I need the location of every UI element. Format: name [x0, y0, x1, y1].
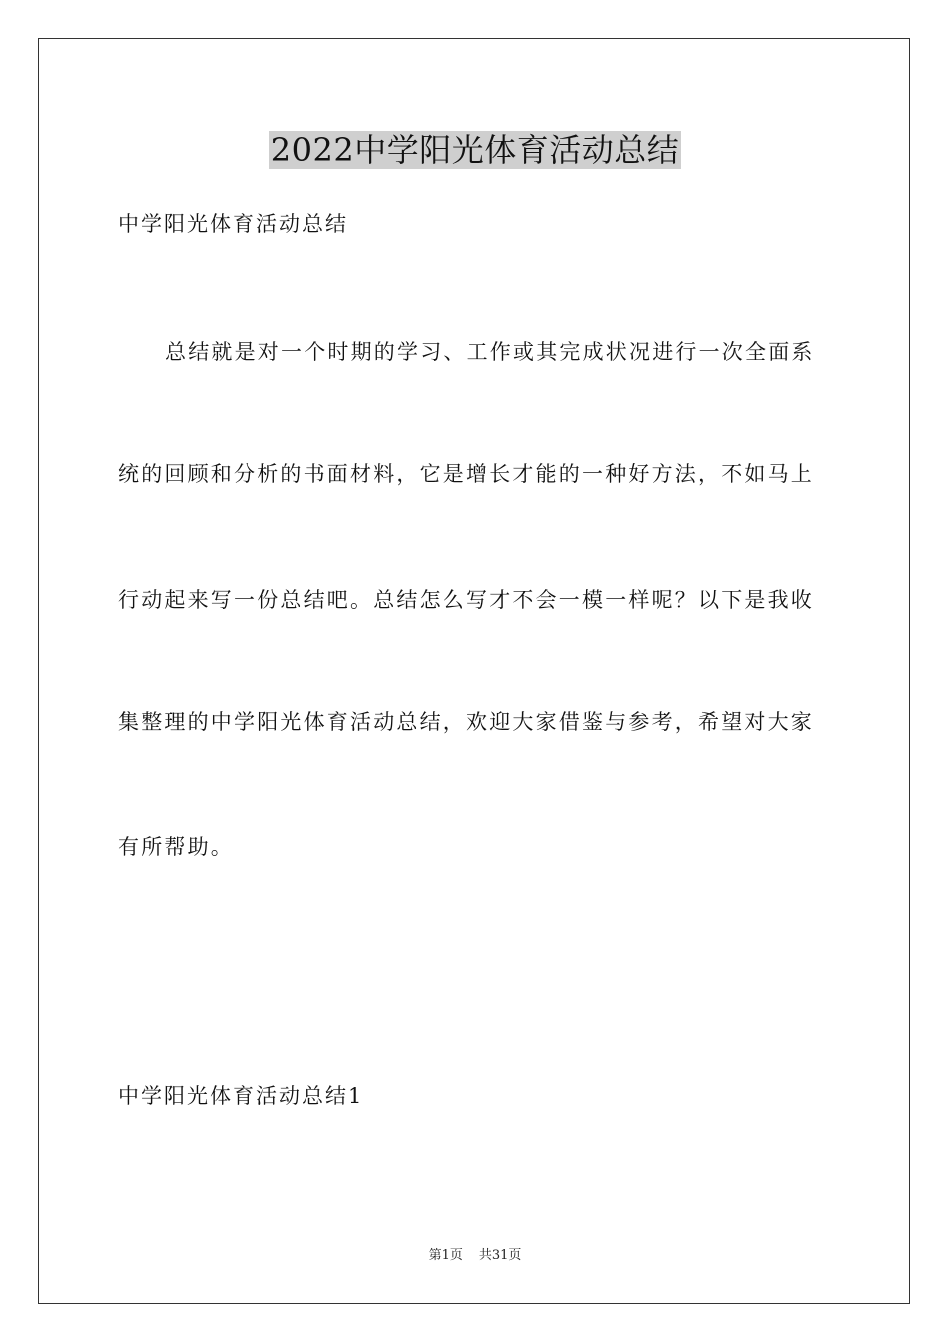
document-title [0, 128, 950, 172]
page-number: 第1页 [428, 1248, 463, 1263]
paragraph-line: 总结就是对一个时期的学习、工作或其完成状况进行一次全面系 [165, 340, 815, 364]
page-total: 共31页 [478, 1248, 522, 1263]
document-subtitle: 中学阳光体育活动总结 [118, 212, 348, 236]
paragraph-line: 有所帮助。 [118, 835, 234, 859]
paragraph-line: 统的回顾和分析的书面材料，它是增长才能的一种好方法，不如马上 [118, 462, 814, 486]
section-heading: 中学阳光体育活动总结1 [118, 1084, 364, 1108]
document-title-text: 2022中学阳光体育活动总结 [270, 131, 680, 169]
page-footer [0, 1246, 950, 1266]
paragraph-line: 行动起来写一份总结吧。总结怎么写才不会一模一样呢？以下是我收 [118, 588, 814, 612]
paragraph-line: 集整理的中学阳光体育活动总结，欢迎大家借鉴与参考，希望对大家 [118, 710, 814, 734]
